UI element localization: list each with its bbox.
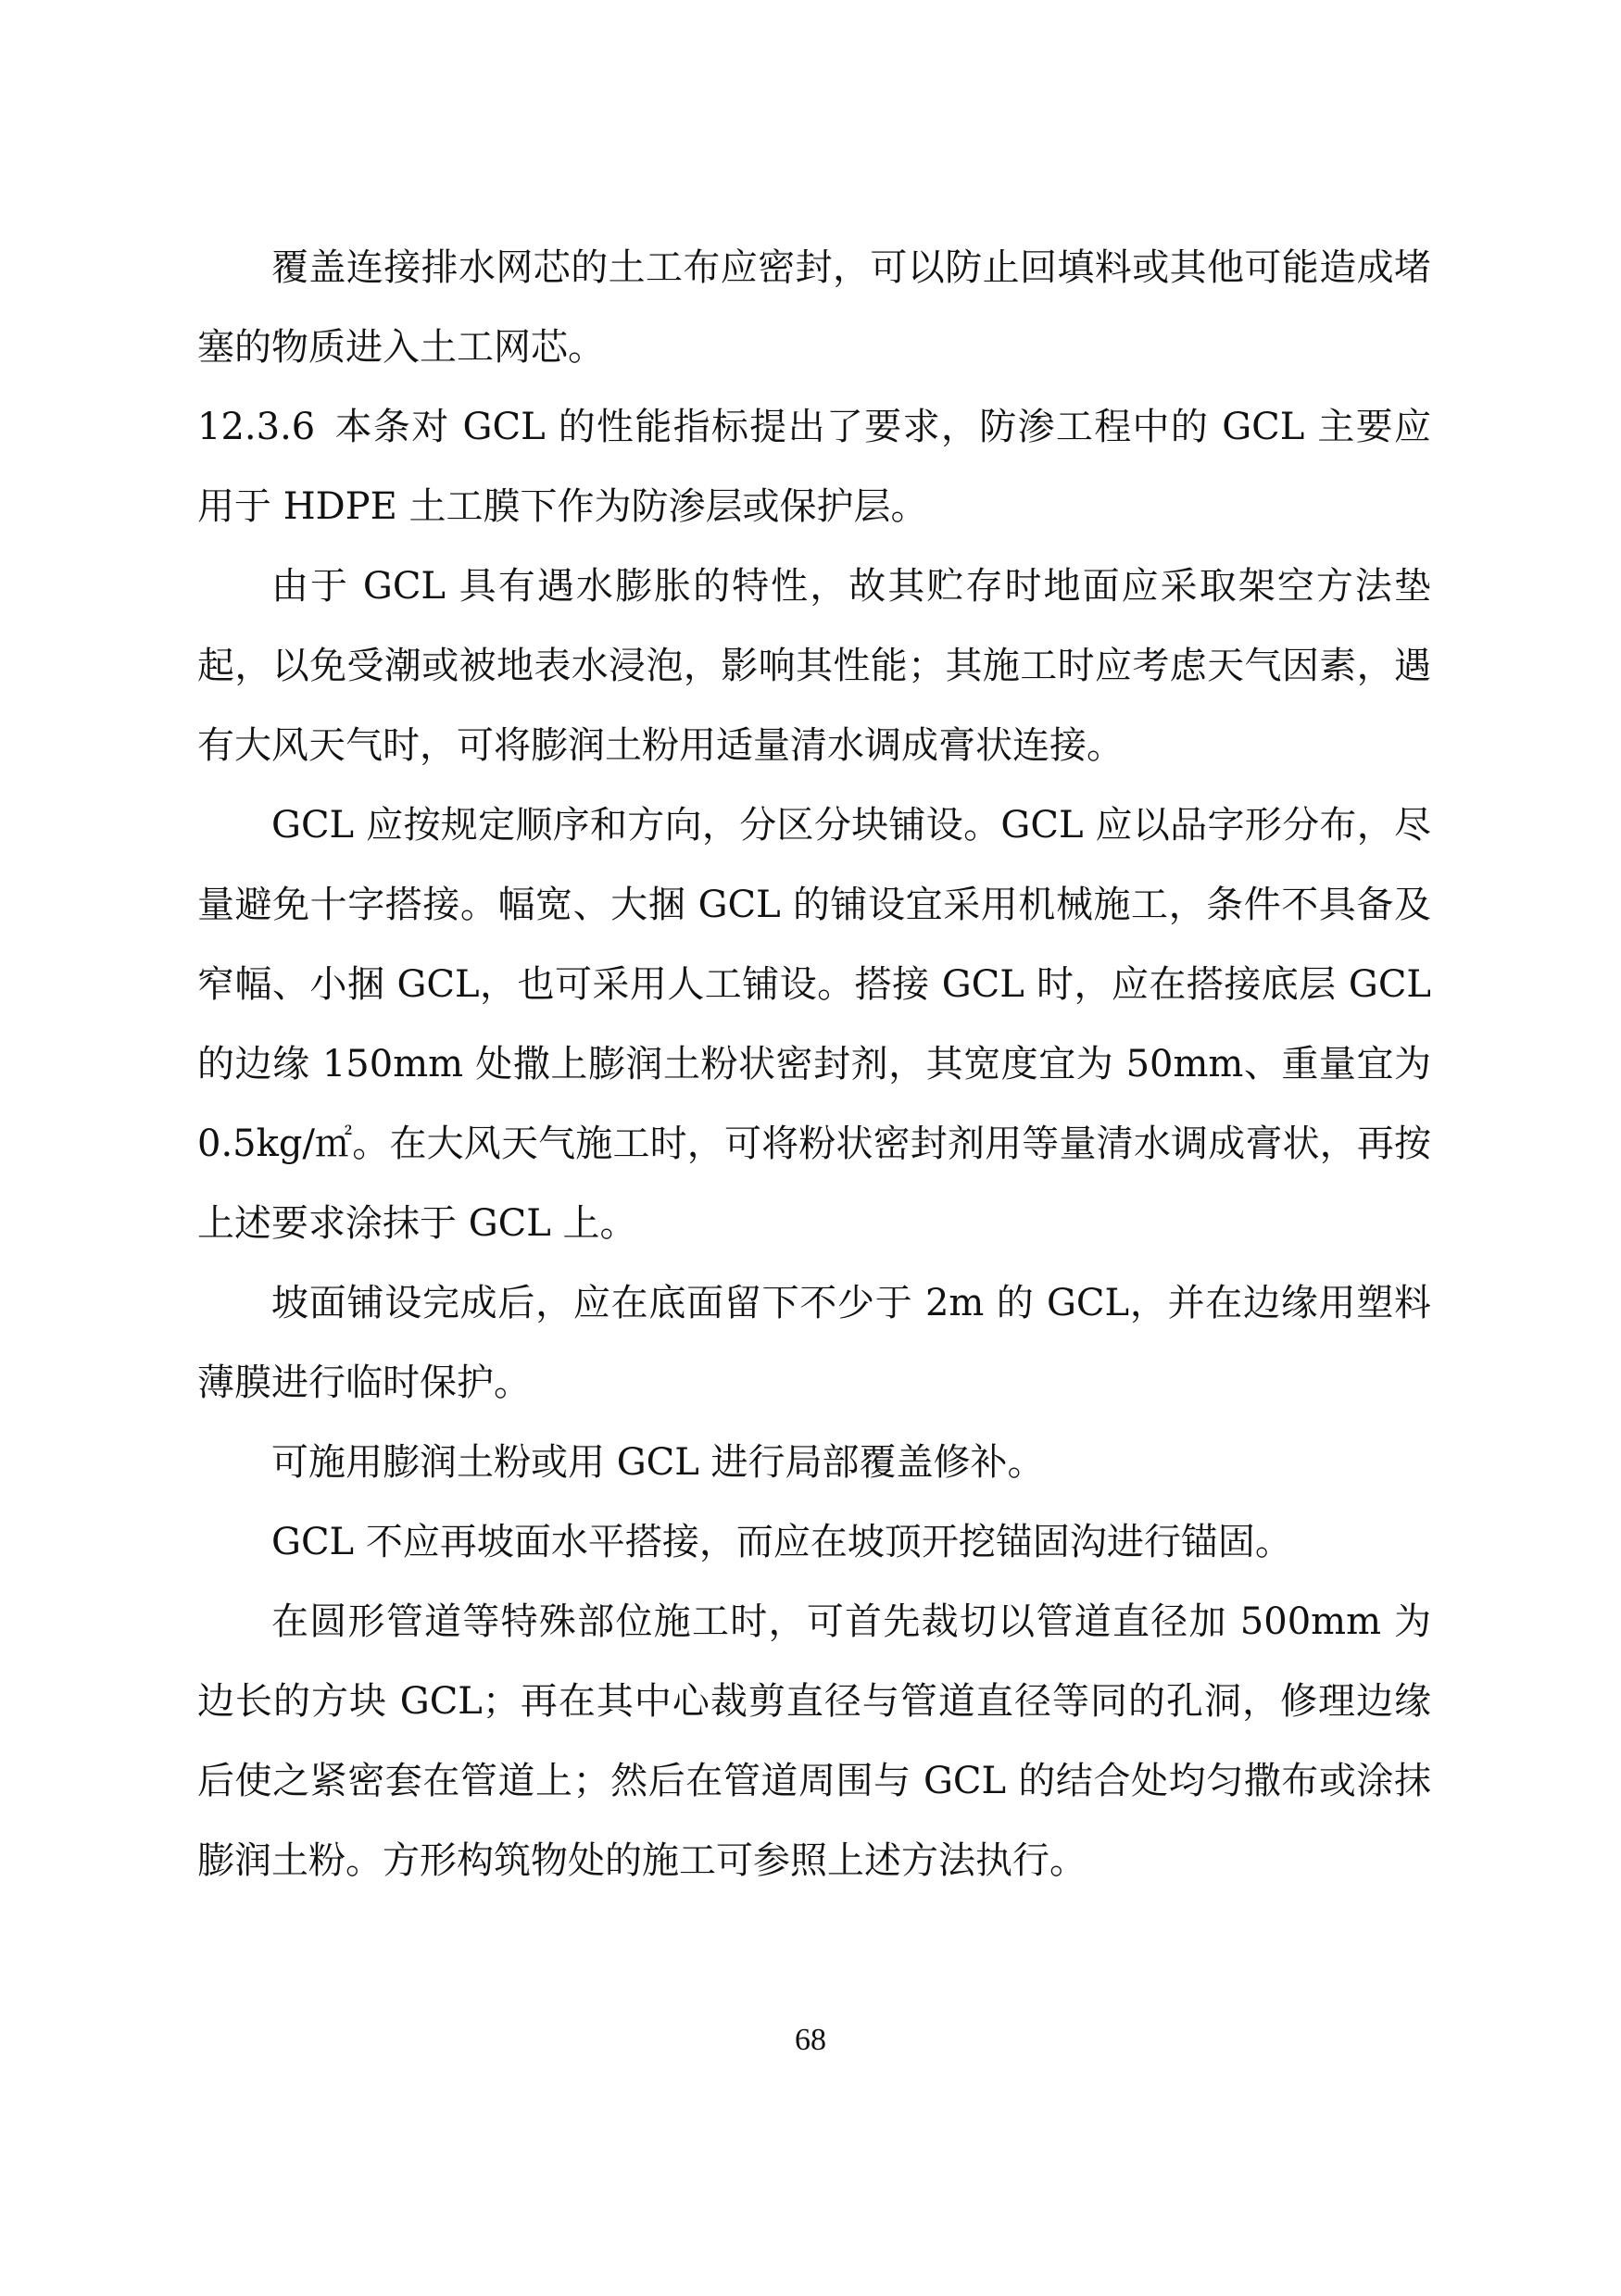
- paragraph-gcl-laying: GCL 应按规定顺序和方向，分区分块铺设。GCL 应以品字形分布，尽量避免十字搭接。幅宽、大捆 GCL 的铺设宜采用机械施工，条件不具备及窄幅、小捆 GCL，也可采用人工铺设。搭接 GCL 时，应在搭接底层 GCL 的边缘 150mm 处撒上膨润土粉状密封剂，其宽度宜为 50mm、重量宜为 0.5kg/㎡。在大风天气施工时，可将粉状密封剂用等量清水调成膏状，再按上述要求涂抹于 GCL 上。: [197, 804, 1431, 1245]
- paragraph-drainage-geotextile: 覆盖连接排水网芯的土工布应密封，可以防止回填料或其他可能造成堵塞的物质进入土工网芯。: [197, 246, 1431, 369]
- paragraph-gcl-storage: 由于 GCL 具有遇水膨胀的特性，故其贮存时地面应采取架空方法垫起，以免受潮或被地表水浸泡，影响其性能；其施工时应考虑天气因素，遇有大风天气时，可将膨润土粉用适量清水调成膏状连接。: [197, 565, 1431, 767]
- paragraph-pipe-penetration: 在圆形管道等特殊部位施工时，可首先裁切以管道直径加 500mm 为边长的方块 GCL；再在其中心裁剪直径与管道直径等同的孔洞，修理边缘后使之紧密套在管道上；然后在管道周围与 GCL 的结合处均匀撒布或涂抹膨润土粉。方形构筑物处的施工可参照上述方法执行。: [197, 1600, 1431, 1882]
- paragraph-repair: 可施用膨润土粉或用 GCL 进行局部覆盖修补。: [271, 1441, 1045, 1484]
- paragraph-slope-laying: 坡面铺设完成后，应在底面留下不少于 2m 的 GCL，并在边缘用塑料薄膜进行临时保护。: [197, 1282, 1431, 1404]
- clause-number: 12.3.6: [197, 406, 316, 448]
- paragraph-anchoring: GCL 不应再坡面水平搭接，而应在坡顶开挖锚固沟进行锚固。: [271, 1521, 1292, 1563]
- clause-12-3-6: [197, 387, 1431, 546]
- document-body: [197, 228, 1431, 1901]
- page-number: 68: [795, 2023, 826, 2057]
- clause-text: 本条对 GCL 的性能指标提出了要求，防渗工程中的 GCL 主要应用于 HDPE 土工膜下作为防渗层或保护层。: [197, 406, 1431, 528]
